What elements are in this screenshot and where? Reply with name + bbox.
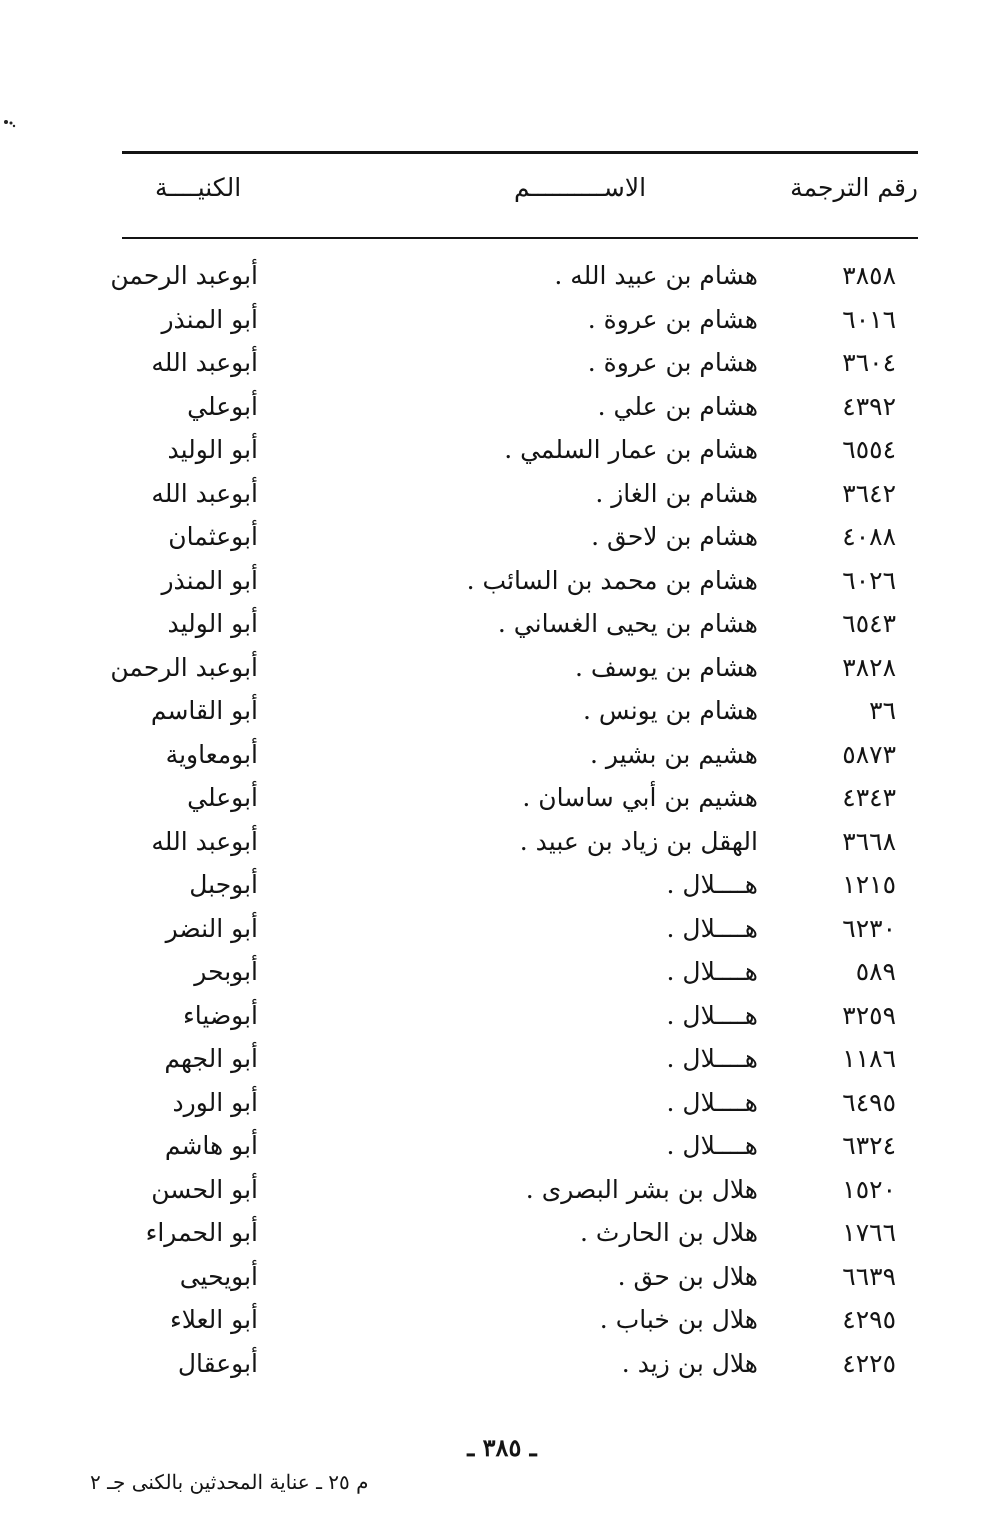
table-row	[0, 1342, 1004, 1386]
entry-name: هشام بن يوسف .	[574, 652, 758, 682]
entry-kunya: أبويحيى	[179, 1261, 258, 1291]
entry-name: هلال بن حق .	[617, 1261, 758, 1291]
entry-kunya: أبو هاشم	[164, 1131, 258, 1160]
table-row	[0, 1255, 1004, 1299]
entry-kunya: أبو العلاء	[169, 1305, 258, 1334]
entry-name: هشام بن يحيى الغساني .	[497, 609, 758, 638]
table-row	[0, 689, 1004, 733]
page-number: ـ ٣٨٥ ـ	[467, 1433, 537, 1462]
entry-name: هشام بن عروة .	[587, 304, 758, 334]
entry-name: هــــلال .	[666, 1000, 758, 1030]
table-row	[0, 1168, 1004, 1212]
entry-number: ٤٣٤٣	[842, 783, 896, 812]
table-row	[0, 1124, 1004, 1168]
ink-speck	[2, 118, 16, 128]
entry-number: ٣٨٢٨	[842, 652, 896, 682]
entry-name: هشام بن علي .	[597, 391, 758, 421]
table-row	[0, 385, 1004, 429]
entry-kunya: أبو المنذر	[161, 565, 258, 595]
entry-name: هــــلال .	[666, 1087, 758, 1117]
entry-number: ٣٦٦٨	[842, 826, 896, 856]
entry-kunya: أبوعبد الله	[151, 478, 258, 508]
entry-kunya: أبو المنذر	[161, 304, 258, 334]
table-row	[0, 472, 1004, 516]
entry-number: ٦٥٤٣	[842, 609, 896, 638]
entry-number: ٦٢٣٠	[842, 913, 896, 943]
entry-name: هلال بن زيد .	[621, 1348, 758, 1378]
entry-name: هشام بن عروة .	[587, 348, 758, 377]
entry-kunya: أبو النضر	[165, 913, 258, 943]
entry-kunya: أبو الجهم	[164, 1044, 258, 1073]
table-row	[0, 1211, 1004, 1255]
entry-number: ٣٢٥٩	[842, 1000, 896, 1030]
entry-kunya: أبومعاوية	[165, 739, 258, 769]
entry-name: هلال بن بشر البصرى .	[525, 1174, 758, 1204]
entry-kunya: أبوعبد الله	[151, 826, 258, 856]
entry-kunya: أبوعلي	[187, 783, 258, 812]
entry-kunya: أبوعبد الله	[151, 348, 258, 377]
entry-number: ٦٣٢٤	[842, 1131, 896, 1160]
entry-kunya: أبوعبد الرحمن	[110, 652, 258, 682]
entry-name: هلال بن الحارث .	[580, 1218, 758, 1247]
entry-kunya: أبو الورد	[172, 1087, 258, 1117]
entry-name: هــــلال .	[666, 1131, 758, 1160]
entries-table	[0, 254, 1004, 1385]
entry-name: هــــلال .	[666, 870, 758, 899]
entry-number: ١٧٦٦	[842, 1218, 896, 1247]
entry-number: ١١٨٦	[842, 1044, 896, 1073]
entry-kunya: أبو القاسم	[150, 696, 258, 725]
entry-name: هشام بن لاحق .	[591, 522, 758, 551]
entry-name: هــــلال .	[666, 957, 758, 986]
entry-number: ٦٥٥٤	[842, 435, 896, 464]
table-row	[0, 559, 1004, 603]
table-row	[0, 428, 1004, 472]
entry-kunya: أبو الحمراء	[145, 1218, 258, 1247]
entry-name: هشام بن عمار السلمي .	[504, 435, 758, 464]
table-row	[0, 994, 1004, 1038]
entry-number: ٤٢٢٥	[842, 1348, 896, 1378]
table-row	[0, 1298, 1004, 1342]
entry-name: هشام بن عبيد الله .	[554, 261, 758, 290]
header-top-rule	[122, 151, 918, 154]
entry-kunya: أبو الوليد	[167, 609, 258, 638]
header-kunya: الكنيــــة	[155, 173, 242, 202]
table-row	[0, 1037, 1004, 1081]
header-name: الاســــــــــم	[514, 173, 647, 202]
entry-number: ٦٠١٦	[842, 304, 896, 334]
entry-number: ٦٠٢٦	[842, 565, 896, 595]
entry-number: ٥٨٧٣	[842, 739, 896, 769]
footer-note: م ٢٥ ـ عناية المحدثين بالكنى جـ ٢	[90, 1470, 369, 1494]
entry-number: ١٥٢٠	[842, 1174, 896, 1204]
table-row	[0, 776, 1004, 820]
entry-kunya: أبوضياء	[183, 1000, 258, 1030]
entry-number: ٤٢٩٥	[842, 1305, 896, 1334]
entry-number: ٤٣٩٢	[842, 391, 896, 421]
table-row	[0, 907, 1004, 951]
table-row	[0, 820, 1004, 864]
entry-number: ٣٨٥٨	[842, 261, 896, 290]
table-row	[0, 515, 1004, 559]
table-row	[0, 863, 1004, 907]
entry-number: ٥٨٩	[855, 957, 896, 986]
entry-number: ٣٦٠٤	[842, 348, 896, 377]
header-bottom-rule	[122, 237, 918, 239]
entry-name: هشيم بن أبي ساسان .	[522, 783, 758, 812]
entry-number: ٦٦٣٩	[842, 1261, 896, 1291]
table-row	[0, 1081, 1004, 1125]
entry-number: ٣٦	[869, 696, 896, 725]
entry-number: ٦٤٩٥	[842, 1087, 896, 1117]
entry-kunya: أبو الوليد	[167, 435, 258, 464]
entry-number: ١٢١٥	[842, 870, 896, 899]
table-row	[0, 950, 1004, 994]
entry-kunya: أبو الحسن	[151, 1174, 258, 1204]
table-row	[0, 341, 1004, 385]
entry-kunya: أبوعقال	[177, 1348, 258, 1378]
entry-name: هشام بن يونس .	[582, 696, 758, 725]
entry-name: هشيم بن بشير .	[589, 739, 758, 769]
table-row	[0, 646, 1004, 690]
header-number: رقم الترجمة	[790, 173, 918, 202]
entry-kunya: أبوجبل	[189, 870, 258, 899]
entry-kunya: أبوبحر	[194, 957, 258, 986]
entry-name: هــــلال .	[666, 1044, 758, 1073]
entry-name: الهقل بن زياد بن عبيد .	[519, 826, 758, 856]
table-row	[0, 254, 1004, 298]
entry-kunya: أبوعبد الرحمن	[110, 261, 258, 290]
table-row	[0, 298, 1004, 342]
entry-number: ٤٠٨٨	[842, 522, 896, 551]
entry-kunya: أبوعلي	[187, 391, 258, 421]
table-row	[0, 602, 1004, 646]
entry-name: هشام بن محمد بن السائب .	[466, 565, 758, 595]
entry-name: هــــلال .	[666, 913, 758, 943]
entry-kunya: أبوعثمان	[168, 522, 258, 551]
entry-number: ٣٦٤٢	[842, 478, 896, 508]
entry-name: هشام بن الغاز .	[595, 478, 758, 508]
entry-name: هلال بن خباب .	[599, 1305, 758, 1334]
table-row	[0, 733, 1004, 777]
